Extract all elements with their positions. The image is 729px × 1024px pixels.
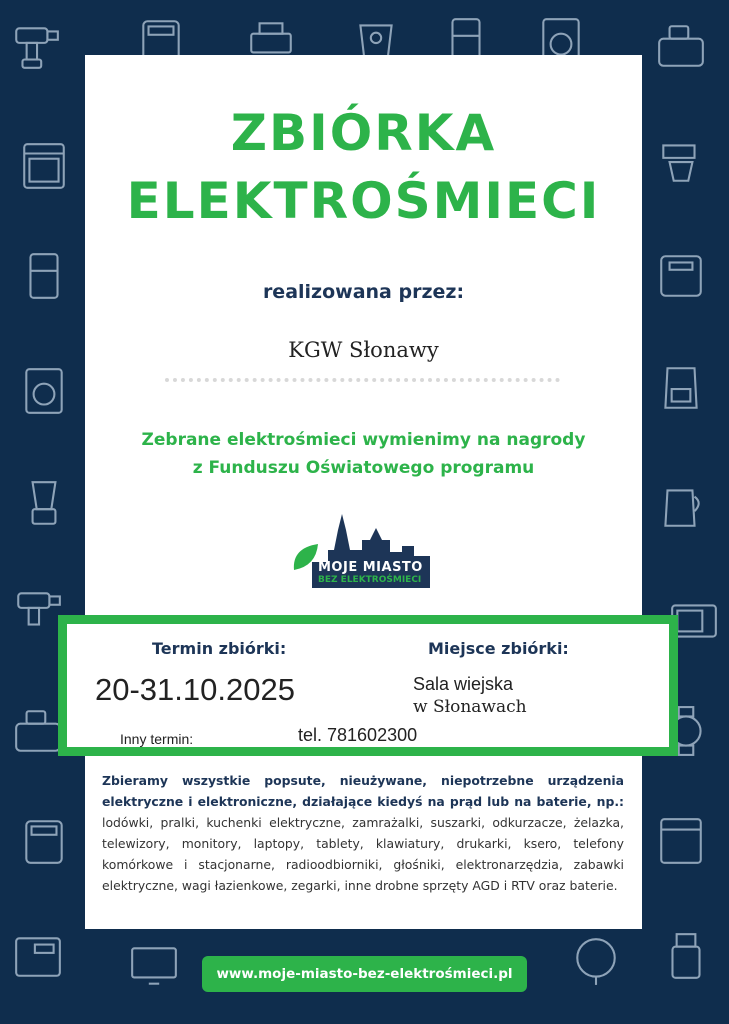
title-line-2: ELEKTROŚMIECI — [126, 172, 601, 230]
description-bold: Zbieramy wszystkie popsute, nieużywane, niepotrzebne urządzenia elektryczne i elektroniczne, działające kiedyś na prąd lub na baterie, np.: — [102, 773, 624, 809]
website-link[interactable]: www.moje-miasto-bez-elektrośmieci.pl — [202, 956, 527, 992]
title-line-1: ZBIÓRKA — [230, 104, 497, 162]
drill-icon — [10, 20, 62, 72]
air-fryer-icon — [655, 362, 707, 414]
description — [102, 770, 624, 896]
date-value: 20-31.10.2025 — [95, 672, 295, 707]
organizer-name: KGW Słonawy — [288, 338, 439, 362]
logo-text-line-2: BEZ ELEKTROŚMIECI — [318, 575, 422, 585]
washing-machine-icon — [18, 365, 70, 417]
usb-icon — [660, 930, 712, 982]
dotted-divider — [165, 378, 560, 386]
description-list: lodówki, pralki, kuchenki elektryczne, zamrażalki, suszarki, odkurzacze, żelazka, telewizory, monitory, laptopy, tablety, klawiatury, drukarki, ksero, telefony komórkowe i stacjonarne, radioodbiorniki, głośniki, elektronarzędzia, zabawki elektryczne, wagi łazienkowe, zegarki, inne drobne sprzęty AGD i RTV oraz baterie. — [102, 815, 624, 893]
toaster-icon — [655, 20, 707, 72]
drill-icon — [12, 585, 64, 637]
oven-icon — [18, 140, 70, 192]
calculator-icon — [18, 815, 70, 867]
scale-icon — [655, 250, 707, 302]
kettle-icon — [655, 480, 707, 532]
place-line-2: w Słonawach — [413, 697, 527, 717]
other-date-label: Inny termin: — [120, 731, 194, 747]
mixer-icon — [655, 135, 707, 187]
fridge-icon — [18, 250, 70, 302]
info-line-2: z Funduszu Oświatowego programu — [192, 458, 535, 478]
place-label: Miejsce zbiórki: — [428, 639, 569, 658]
fan-icon — [570, 935, 622, 987]
logo-text-line-1: MOJE MIASTO — [318, 560, 423, 575]
phone-icon — [12, 930, 64, 982]
date-label: Termin zbiórki: — [152, 639, 287, 658]
monitor-icon — [128, 940, 180, 992]
subtitle: realizowana przez: — [262, 281, 465, 303]
info-line-1: Zebrane elektrośmieci wymienimy na nagrody — [141, 430, 586, 450]
toaster-icon — [12, 705, 64, 757]
place-line-1: Sala wiejska — [413, 674, 514, 694]
dishwasher-icon — [655, 815, 707, 867]
phone-number: tel. 781602300 — [298, 725, 418, 745]
blender-icon — [18, 478, 70, 530]
